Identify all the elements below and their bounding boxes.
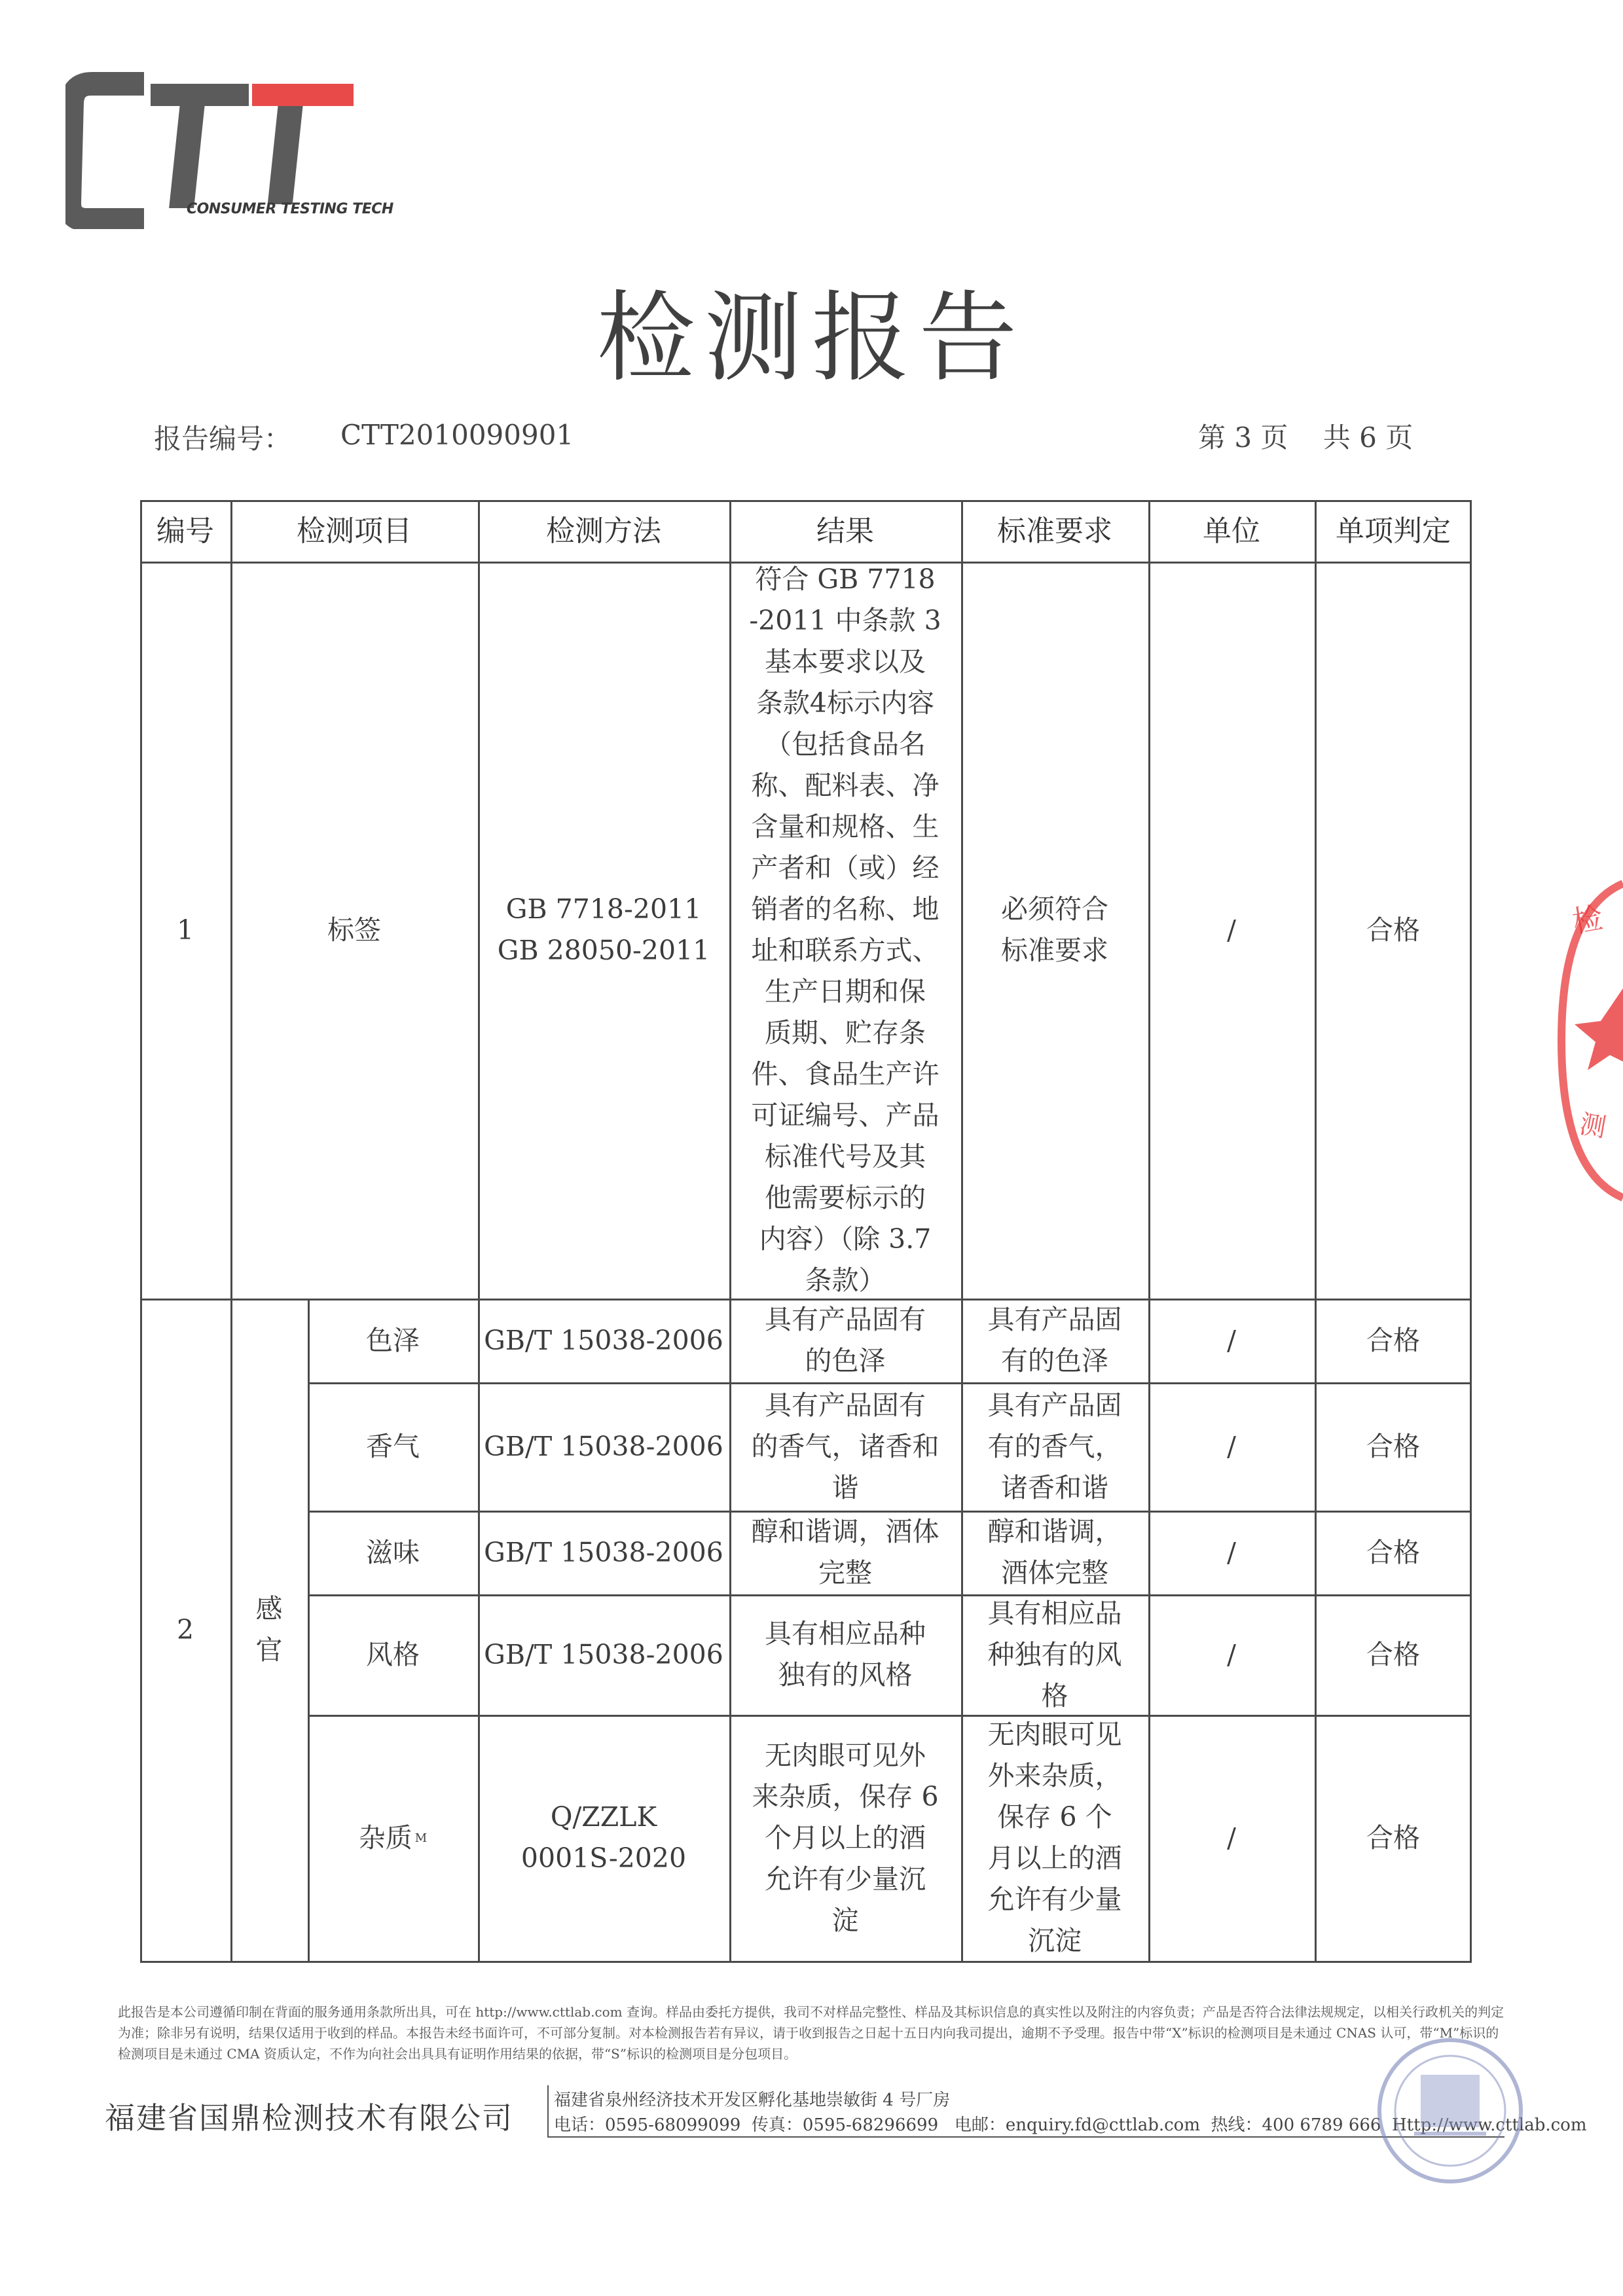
header-standard: 标准要求 (997, 514, 1112, 548)
header-verdict: 单项判定 (1336, 514, 1451, 548)
table-border-bottom (140, 1961, 1472, 1963)
report-number: CTT2010090901 (340, 419, 574, 451)
sensory-verdict: 合格 (1366, 1430, 1420, 1462)
company-contact: 电话：0595-68099099 传真：0595-68296699 电邮：enquiry.fd@cttlab.com 热线：400 6789 666 Http://www.cttlab.com (554, 2115, 1587, 2135)
sensory-item: 香气 (366, 1430, 420, 1462)
row1-item: 标签 (327, 914, 381, 946)
sensory-standard: 具有产品固 有的色泽 (987, 1304, 1122, 1376)
sensory-result: 具有相应品种 独有的风格 (765, 1618, 926, 1691)
sensory-result: 具有产品固有 的色泽 (765, 1304, 926, 1376)
row2-no: 2 (176, 1613, 194, 1645)
disclaimer-text: 此报告是本公司遵循印制在背面的服务通用条款所出具，可在 http://www.cttlab.com 查询。样品由委托方提供，我司不对样品完整性、样品及其标识信息的真实性以及附注的内容负责；产品是否符合法律法规规定，以相关行政机关的判定为准；除非另有说明，结果仅适用于收到的样品。本报告未经书面许可，不可部分复制。对本检测报告若有异议，请于收到报告之日起十五日内向我司提出，逾期不予受理。报告中带“Ⅹ”标识的检测项目是未通过 CNAS 认可，带“M”标识的检测项目是未通过 CMA 资质认定，不作为向社会出具具有证明作用结果的依据，带“S”标识的检测项目是分包项目。 (118, 2004, 1504, 2062)
sensory-unit: / (1227, 1821, 1236, 1854)
sensory-unit: / (1227, 1324, 1236, 1356)
sensory-item: 滋味 (366, 1536, 420, 1568)
page-indicator: 第 3 页 共 6 页 (1198, 422, 1413, 454)
sensory-standard: 具有产品固 有的香气， 诸香和谐 (987, 1389, 1122, 1503)
sensory-item: 色泽 (366, 1324, 420, 1356)
row1-verdict: 合格 (1366, 914, 1420, 946)
header-result: 结果 (816, 514, 874, 548)
header-test-method: 检测方法 (546, 514, 661, 548)
sensory-verdict: 合格 (1366, 1536, 1420, 1568)
cma-mark: M (414, 1831, 428, 1845)
row2-category: 感 官 (255, 1593, 283, 1666)
report-number-label: 报告编号： (154, 423, 292, 455)
report-table (140, 500, 1472, 1977)
sensory-method: GB/T 15038-2006 (484, 1430, 723, 1462)
sensory-unit: / (1227, 1638, 1236, 1670)
cma-seal-icon (1375, 2036, 1525, 2186)
header-unit: 单位 (1203, 514, 1260, 548)
sensory-method: GB/T 15038-2006 (484, 1324, 723, 1356)
company-name: 福建省国鼎检测技术有限公司 (105, 2100, 513, 2136)
stamp-char: 检 (1569, 899, 1606, 940)
sensory-method: GB/T 15038-2006 (484, 1638, 723, 1670)
sensory-standard: 无肉眼可见 外来杂质， 保存 6 个 月以上的酒 允许有少量 沉淀 (987, 1719, 1122, 1956)
sensory-item: 风格 (366, 1638, 420, 1670)
sensory-result: 醇和谐调，酒体 完整 (751, 1516, 939, 1588)
sensory-result: 无肉眼可见外 来杂质，保存 6 个月以上的酒 允许有少量沉 淀 (752, 1739, 939, 1936)
row1-method: GB 7718-2011 GB 28050-2011 (497, 893, 710, 966)
logo-caption: CONSUMER TESTING TECH (187, 201, 393, 217)
sensory-verdict: 合格 (1366, 1324, 1420, 1356)
sensory-standard: 醇和谐调， 酒体完整 (987, 1516, 1122, 1588)
row1-unit: / (1227, 914, 1236, 946)
header-no: 编号 (156, 514, 214, 548)
sensory-item: 杂质 M (308, 1715, 478, 1961)
inspection-seal-icon (1555, 870, 1623, 1211)
sensory-result: 具有产品固有 的香气，诸香和 谐 (751, 1389, 939, 1503)
sensory-unit: / (1227, 1536, 1236, 1568)
sensory-method: GB/T 15038-2006 (484, 1536, 723, 1568)
sensory-verdict: 合格 (1366, 1821, 1420, 1854)
sensory-verdict: 合格 (1366, 1638, 1420, 1670)
row1-no: 1 (176, 914, 194, 946)
sensory-method: Q/ZZLK 0001S-2020 (520, 1801, 687, 1874)
stamp-char: 测 (1577, 1109, 1609, 1143)
header-test-item: 检测项目 (297, 514, 412, 548)
row1-standard: 必须符合 标准要求 (1001, 893, 1108, 966)
sensory-unit: / (1227, 1430, 1236, 1462)
document-title: 检测报告 (596, 281, 1027, 395)
row1-result: 符合 GB 7718 -2011 中条款 3 基本要求以及 条款4标示内容 （包括食品名 称、配料表、净 含量和规格、生 产者和（或）经 销者的名称、地 址和联系方式、 生产日期和保 质期、贮存条 件、食品生产许 可证编号、产品 标准代号及其 他需要标示的 内容）（除 3.7 条款） (749, 564, 941, 1296)
sensory-standard: 具有相应品 种独有的风 格 (987, 1597, 1122, 1712)
company-address: 福建省泉州经济技术开发区孵化基地崇敏街 4 号厂房 (554, 2090, 951, 2110)
